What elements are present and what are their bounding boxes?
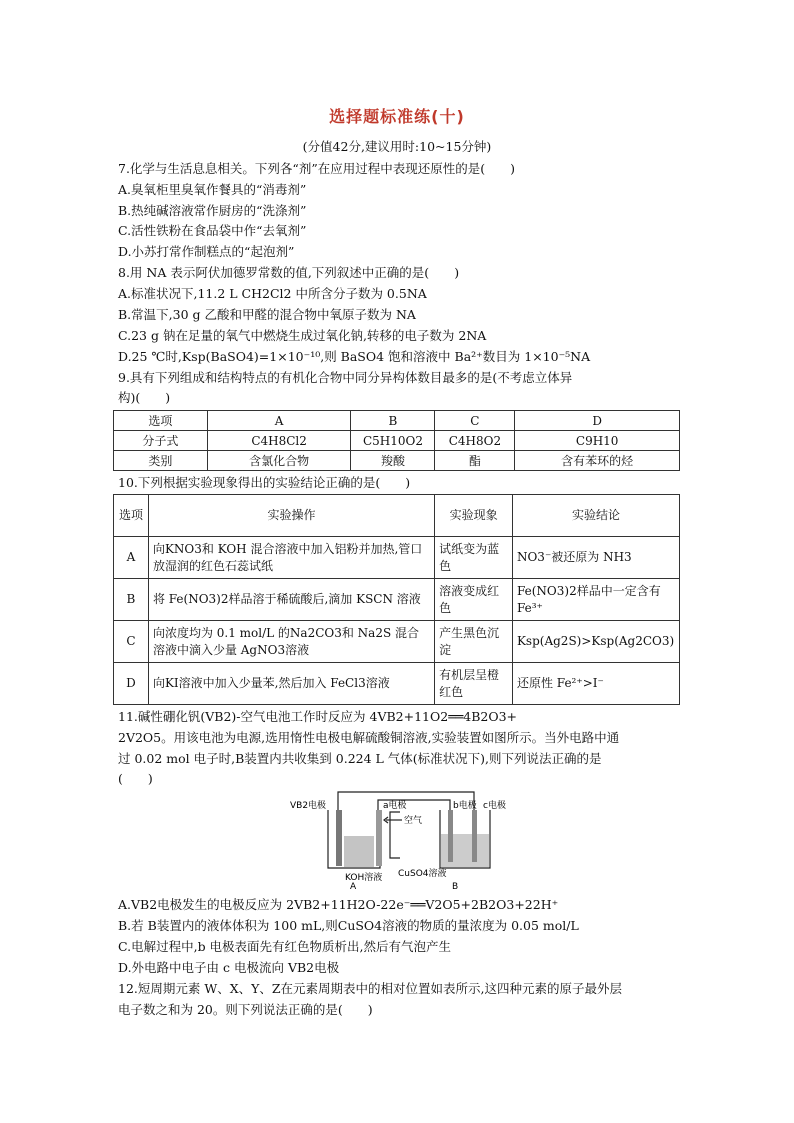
q8-stem: 8.用 NA 表示阿伏加德罗常数的值,下列叙述中正确的是( ) [118, 265, 460, 280]
vb2-electrode [336, 810, 342, 866]
table-cell: C5H10O2 [351, 431, 435, 451]
c-electrode-label: c电极 [483, 801, 506, 811]
table-row [114, 537, 680, 579]
q11-option-b: B.若 B装置内的液体体积为 100 mL,则CuSO4溶液的物质的量浓度为 0.05 mol/L [118, 918, 579, 933]
table-cell: 羧酸 [351, 451, 435, 471]
table-cell: C4H8O2 [435, 431, 515, 451]
q7-option-d: D.小苏打常作制糕点的“起泡剂” [118, 244, 295, 259]
apparatus-a-label: A [350, 882, 357, 890]
table-cell: 产生黑色沉淀 [435, 621, 513, 663]
table-cell: 向KI溶液中加入少量苯,然后加入 FeCl3溶液 [148, 663, 434, 705]
table-cell: 还原性 Fe²⁺>I⁻ [512, 663, 679, 705]
table-row [114, 411, 680, 431]
table-cell: 选项 [114, 411, 208, 431]
table-cell: A [207, 411, 351, 431]
table-cell: 分子式 [114, 431, 208, 451]
q10-table [113, 494, 680, 705]
table-cell: D [515, 411, 680, 431]
page-title: 选择题标准练(十) [329, 107, 465, 126]
table-cell: B [114, 579, 149, 621]
page-subtitle: (分值42分,建议用时:10~15分钟) [302, 139, 492, 154]
table-cell: 选项 [114, 495, 149, 537]
koh-solution-label: KOH溶液 [345, 873, 383, 883]
table-cell: A [114, 537, 149, 579]
table-cell: 实验操作 [148, 495, 434, 537]
table-cell: 含氯化合物 [207, 451, 351, 471]
table-row [114, 663, 680, 705]
q7-option-a: A.臭氧柜里臭氧作餐具的“消毒剂” [118, 182, 307, 197]
table-cell: C [435, 411, 515, 431]
q9-stem-line1: 9.具有下列组成和结构特点的有机化合物中同分异构体数目最多的是(不考虑立体异 [118, 370, 573, 385]
vb2-electrode-label: VB2电极 [290, 801, 327, 811]
table-row [114, 621, 680, 663]
electrolysis-apparatus-diagram [290, 788, 520, 890]
table-cell: 向浓度均为 0.1 mol/L 的Na2CO3和 Na2S 混合溶液中滴入少量 AgNO3溶液 [148, 621, 434, 663]
q7-option-c: C.活性铁粉在食品袋中作“去氧剂” [118, 223, 307, 238]
table-cell: Fe(NO3)2样品中一定含有Fe³⁺ [512, 579, 679, 621]
q9-stem-line2: 构)( ) [118, 390, 171, 405]
table-cell: 含有苯环的烃 [515, 451, 680, 471]
table-cell: 向KNO3和 KOH 混合溶液中加入铝粉并加热,管口放湿润的红色石蕊试纸 [148, 537, 434, 579]
q10-stem: 10.下列根据实验现象得出的实验结论正确的是( ) [118, 475, 411, 490]
q11-stem-line4: ( ) [118, 771, 153, 786]
apparatus-b-label: B [452, 882, 459, 890]
table-cell: B [351, 411, 435, 431]
table-cell: C [114, 621, 149, 663]
table-row [114, 451, 680, 471]
cuso4-solution-label: CuSO4溶液 [398, 869, 447, 879]
q11-option-c: C.电解过程中,b 电极表面先有红色物质析出,然后有气泡产生 [118, 939, 452, 954]
q12-stem-line1: 12.短周期元素 W、X、Y、Z在元素周期表中的相对位置如表所示,这四种元素的原子最外层 [118, 981, 623, 996]
q8-option-a: A.标准状况下,11.2 L CH2Cl2 中所含分子数为 0.5NA [118, 286, 427, 301]
air-inlet [390, 812, 400, 858]
table-cell: 将 Fe(NO3)2样品溶于稀硫酸后,滴加 KSCN 溶液 [148, 579, 434, 621]
table-cell: C9H10 [515, 431, 680, 451]
table-cell: 实验现象 [435, 495, 513, 537]
q11-stem-line3: 过 0.02 mol 电子时,B装置内共收集到 0.224 L 气体(标准状况下),则下列说法正确的是 [118, 751, 602, 766]
table-row [114, 431, 680, 451]
a-electrode [376, 810, 382, 866]
table-cell: D [114, 663, 149, 705]
q8-option-d: D.25 ℃时,Ksp(BaSO4)=1×10⁻¹⁰,则 BaSO4 饱和溶液中 Ba²⁺数目为 1×10⁻⁵NA [118, 349, 591, 364]
q7-stem: 7.化学与生活息息相关。下列各“剂”在应用过程中表现还原性的是( ) [118, 161, 515, 176]
table-cell: 实验结论 [512, 495, 679, 537]
table-cell: NO3⁻被还原为 NH3 [512, 537, 679, 579]
b-electrode-label: b电极 [453, 801, 477, 811]
q11-option-d: D.外电路中电子由 c 电极流向 VB2电极 [118, 960, 340, 975]
table-cell: 有机层呈橙红色 [435, 663, 513, 705]
q8-option-c: C.23 g 钠在足量的氧气中燃烧生成过氧化钠,转移的电子数为 2NA [118, 328, 487, 343]
c-electrode [472, 810, 477, 862]
table-row [114, 495, 680, 537]
q11-stem-line2: 2V2O5。用该电池为电源,选用惰性电极电解硫酸铜溶液,实验装置如图所示。当外电路中通 [118, 730, 620, 745]
table-cell: Ksp(Ag2S)>Ksp(Ag2CO3) [512, 621, 679, 663]
q7-option-b: B.热纯碱溶液常作厨房的“洗涤剂” [118, 203, 307, 218]
table-row [114, 579, 680, 621]
table-cell: 酯 [435, 451, 515, 471]
table-cell: 类别 [114, 451, 208, 471]
table-cell: 试纸变为蓝色 [435, 537, 513, 579]
b-electrode [448, 810, 453, 862]
a-electrode-label: a电极 [383, 801, 407, 811]
table-cell: C4H8Cl2 [207, 431, 351, 451]
q11-stem-line1: 11.碱性硼化钒(VB2)-空气电池工作时反应为 4VB2+11O2══4B2O3+ [118, 709, 518, 724]
q11-option-a: A.VB2电极发生的电极反应为 2VB2+11H2O-22e⁻══V2O5+2B2O3+22H⁺ [118, 897, 559, 912]
table-cell: 溶液变成红色 [435, 579, 513, 621]
air-label: 空气 [404, 816, 423, 826]
q9-table [113, 410, 680, 471]
q12-stem-line2: 电子数之和为 20。则下列说法正确的是( ) [118, 1002, 373, 1017]
q8-option-b: B.常温下,30 g 乙酸和甲醛的混合物中氧原子数为 NA [118, 307, 416, 322]
koh-solution [344, 836, 374, 867]
